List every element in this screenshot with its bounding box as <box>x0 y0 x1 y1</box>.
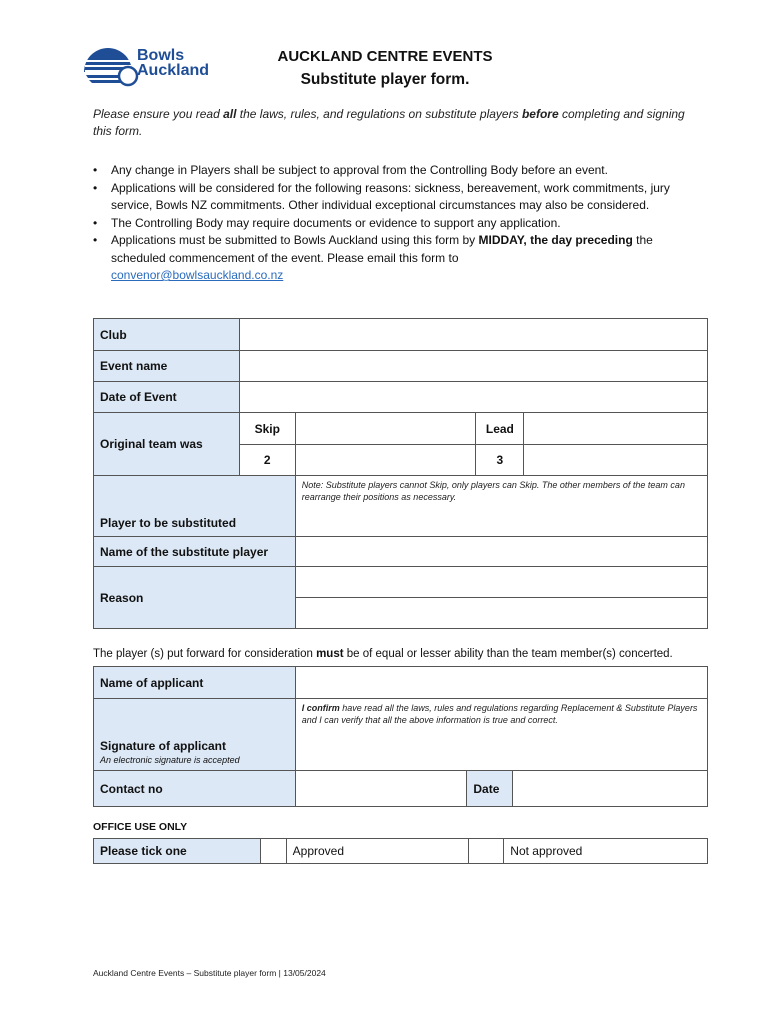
signature-label <box>94 699 296 771</box>
reason-field-line-1[interactable] <box>295 567 707 598</box>
ability-text-2: be of equal or lesser ability than the team member(s) concerted. <box>343 648 673 660</box>
lead-label: Lead <box>476 413 524 445</box>
rules-list <box>93 162 693 285</box>
logo-line2: Auckland <box>137 62 210 79</box>
intro-text-3: completing and signing this form. <box>93 107 685 138</box>
substitute-name-label: Name of the substitute player <box>94 537 296 567</box>
date-label: Date <box>467 771 513 807</box>
applicant-name-field[interactable] <box>295 667 707 699</box>
skip-label: Skip <box>239 413 295 445</box>
ability-bold: must <box>316 648 344 660</box>
position-2-field[interactable] <box>295 445 476 476</box>
reason-label: Reason <box>94 567 296 629</box>
page-subtitle: Substitute player form. <box>300 71 470 88</box>
confirm-bold: I confirm <box>301 703 340 713</box>
club-label: Club <box>94 319 240 351</box>
lead-field[interactable] <box>524 413 708 445</box>
club-field[interactable] <box>239 319 707 351</box>
contact-label: Contact no <box>94 771 296 807</box>
rule-item <box>93 232 693 285</box>
signature-field[interactable] <box>295 699 707 771</box>
skip-field[interactable] <box>295 413 476 445</box>
intro-bold-2: before <box>521 107 559 121</box>
page-footer: Auckland Centre Events – Substitute player form | 13/05/2024 <box>93 968 326 978</box>
approved-checkbox[interactable] <box>260 839 286 864</box>
substitute-note: Note: Substitute players cannot Skip, only players can Skip. The other members of the team can rearrange their positions as necessary. <box>295 476 707 537</box>
office-use-heading: OFFICE USE ONLY <box>93 821 188 833</box>
position-3-field[interactable] <box>524 445 708 476</box>
rule-text: the scheduled commencement of the event. Please email this form to <box>111 233 653 265</box>
applicant-table <box>93 666 708 807</box>
reason-field-line-2[interactable] <box>295 598 707 629</box>
rule-text: Applications must be submitted to Bowls Auckland using this form by <box>111 233 479 247</box>
tick-label: Please tick one <box>94 839 261 864</box>
rule-item <box>93 215 693 233</box>
confirm-text: have read all the laws, rules and regulations regarding Replacement & Substitute Players and I can verify that all the above information is true and correct. <box>301 703 698 725</box>
not-approved-label: Not approved <box>504 839 708 864</box>
approved-label: Approved <box>286 839 469 864</box>
signature-note: An electronic signature is accepted <box>100 755 240 765</box>
rule-item <box>93 180 693 215</box>
contact-field[interactable] <box>295 771 467 807</box>
logo-line1: Bowls <box>137 47 185 64</box>
original-team-label: Original team was <box>94 413 240 476</box>
player-substituted-label: Player to be substituted <box>94 476 296 537</box>
rule-deadline: MIDDAY, the day preceding <box>478 233 633 247</box>
not-approved-checkbox[interactable] <box>469 839 504 864</box>
event-name-label: Event name <box>94 351 240 382</box>
rule-text: Any change in Players shall be subject to approval from the Controlling Body before an event. <box>111 163 608 177</box>
date-field[interactable] <box>513 771 708 807</box>
intro-text-2: the laws, rules, and regulations on substitute players <box>236 107 522 121</box>
ability-text-1: The player (s) put forward for consideration <box>93 648 317 660</box>
rule-text: Applications will be considered for the following reasons: sickness, bereavement, work commitments, jury service, Bowls NZ commitments. Other individual exceptional circumstances may also be considered. <box>111 180 670 212</box>
rule-text: The Controlling Body may require documents or evidence to support any application. <box>111 215 561 230</box>
rule-item <box>93 162 693 180</box>
substitute-name-field[interactable] <box>295 537 707 567</box>
substitute-form-table <box>93 318 708 629</box>
ability-statement <box>93 648 673 660</box>
event-date-field[interactable] <box>239 382 707 413</box>
intro-paragraph <box>93 106 693 140</box>
intro-bold-1: all <box>223 107 237 121</box>
event-date-label: Date of Event <box>94 382 240 413</box>
event-name-field[interactable] <box>239 351 707 382</box>
email-link[interactable]: convenor@bowlsauckland.co.nz <box>111 268 284 282</box>
signature-label-text: Signature of applicant <box>100 739 227 753</box>
applicant-name-label: Name of applicant <box>94 667 296 699</box>
page-title: AUCKLAND CENTRE EVENTS <box>277 48 493 65</box>
position-3-label: 3 <box>476 445 524 476</box>
position-2-label: 2 <box>239 445 295 476</box>
office-use-table <box>93 838 708 864</box>
intro-text-1: Please ensure you read <box>93 107 224 121</box>
